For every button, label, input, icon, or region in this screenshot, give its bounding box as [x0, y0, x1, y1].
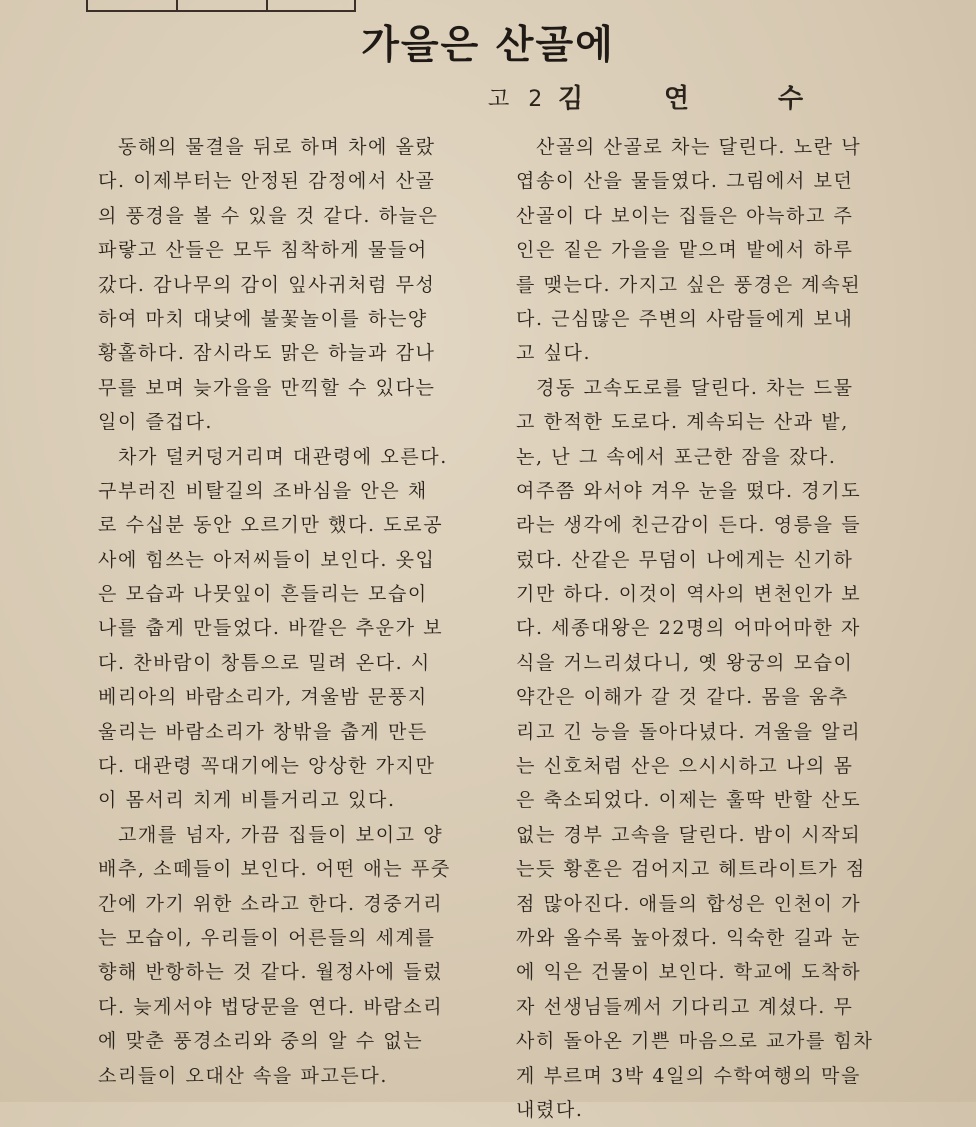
text-line: 소리들이 오대산 속을 파고든다.	[98, 1064, 388, 1087]
text-line: 에 익은 건물이 보인다. 학교에 도착하	[516, 961, 862, 984]
text-line: 리고 긴 능을 돌아다녔다. 겨울을 알리	[516, 720, 862, 743]
text-line: 간에 가기 위한 소라고 한다. 경중거리	[98, 892, 444, 915]
text-line: 이 몸서리 치게 비틀거리고 있다.	[98, 789, 396, 812]
text-line: 향해 반항하는 것 같다. 월정사에 들렀	[98, 961, 444, 984]
text-line: 하여 마치 대낮에 불꽃놀이를 하는양	[98, 307, 428, 330]
byline	[488, 78, 848, 114]
text-line: 는 모습이, 우리들이 어른들의 세계를	[98, 926, 436, 949]
text-line: 무를 보며 늦가을을 만끽할 수 있다는	[98, 376, 436, 399]
text-line: 다. 대관령 꼭대기에는 앙상한 가지만	[98, 755, 436, 778]
text-line: 산골의 산골로 차는 달린다. 노란 낙	[536, 136, 862, 158]
text-line: 약간은 이해가 갈 것 같다. 몸을 움추	[516, 686, 849, 709]
text-line: 다. 세종대왕은 22명의 어마어마한 자	[516, 617, 861, 640]
text-line: 게 부르며 3박 4일의 수학여행의 막을	[516, 1064, 861, 1087]
author-name-char: 연	[664, 84, 690, 114]
right-column	[516, 130, 900, 1127]
text-line: 고 싶다.	[516, 342, 592, 365]
text-line: 로 수십분 동안 오르기만 했다. 도로공	[98, 514, 444, 537]
text-line: 자 선생님들께서 기다리고 계셨다. 무	[516, 995, 854, 1018]
text-line: 일이 즐겁다.	[98, 411, 214, 434]
text-line: 고개를 넘자, 가끔 집들이 보이고 양	[118, 823, 444, 846]
text-line: 다. 늦게서야 법당문을 연다. 바람소리	[98, 995, 444, 1018]
text-line: 파랗고 산들은 모두 침착하게 물들어	[98, 239, 428, 262]
text-line: 사히 돌아온 기쁜 마음으로 교가를 힘차	[516, 1030, 874, 1053]
text-line: 점 많아진다. 애들의 합성은 인천이 가	[516, 892, 862, 915]
text-line: 라는 생각에 친근감이 든다. 영릉을 들	[516, 514, 862, 537]
text-line: 사에 힘쓰는 아저씨들이 보인다. 옷입	[98, 548, 436, 571]
text-line: 엽송이 산을 물들였다. 그림에서 보던	[516, 170, 854, 193]
text-line: 여주쯤 와서야 겨우 눈을 떴다. 경기도	[516, 479, 862, 502]
text-line: 렀다. 산같은 무덤이 나에게는 신기하	[516, 548, 854, 571]
text-line: 의 풍경을 볼 수 있을 것 같다. 하늘은	[98, 204, 439, 227]
text-line: 다. 찬바람이 창틈으로 밀려 온다. 시	[98, 651, 431, 674]
text-line: 기만 하다. 이것이 역사의 변천인가 보	[516, 583, 862, 606]
left-column	[98, 130, 482, 1093]
text-line: 은 축소되었다. 이제는 훌딱 반할 산도	[516, 789, 862, 812]
text-line: 논, 난 그 속에서 포근한 잠을 잤다.	[516, 445, 837, 468]
text-line: 배추, 소떼들이 보인다. 어떤 애는 푸줏	[98, 858, 451, 881]
text-line: 인은 짙은 가을을 맡으며 밭에서 하루	[516, 239, 854, 262]
text-line: 은 모습과 나뭇잎이 흔들리는 모습이	[98, 583, 428, 606]
text-line: 나를 춥게 만들었다. 바깥은 추운가 보	[98, 617, 444, 640]
text-line: 내렸다.	[516, 1098, 584, 1121]
text-line: 에 맞춘 풍경소리와 중의 알 수 없는	[98, 1030, 424, 1053]
text-line: 황홀하다. 잠시라도 맑은 하늘과 감나	[98, 342, 436, 365]
text-line: 구부러진 비탈길의 조바심을 안은 채	[98, 479, 428, 502]
text-line: 갔다. 감나무의 감이 잎사귀처럼 무성	[98, 273, 436, 296]
text-line: 울리는 바람소리가 창밖을 춥게 만든	[98, 720, 428, 743]
text-line: 다. 근심많은 주변의 사람들에게 보내	[516, 307, 854, 330]
text-line: 까와 올수록 높아졌다. 익숙한 길과 눈	[516, 926, 862, 949]
text-line: 식을 거느리셨다니, 옛 왕궁의 모습이	[516, 651, 854, 674]
text-line: 는 신호처럼 산은 으시시하고 나의 몸	[516, 755, 854, 778]
text-line: 차가 덜커덩거리며 대관령에 오른다.	[118, 445, 448, 468]
text-line: 고 한적한 도로다. 계속되는 산과 밭,	[516, 411, 849, 434]
author-grade: 고 2	[488, 87, 549, 112]
text-line: 동해의 물결을 뒤로 하며 차에 올랐	[118, 136, 436, 158]
header-decoration	[86, 0, 356, 14]
text-line: 를 맺는다. 가지고 싶은 풍경은 계속된	[516, 273, 862, 296]
text-line: 산골이 다 보이는 집들은 아늑하고 주	[516, 204, 854, 227]
article-title: 가을은 산골에	[361, 23, 615, 68]
author-name-char: 김	[558, 84, 584, 114]
text-line: 는듯 황혼은 검어지고 헤트라이트가 점	[516, 858, 866, 881]
author-name-char: 수	[778, 84, 804, 114]
text-line: 베리아의 바람소리가, 겨울밤 문풍지	[98, 686, 428, 709]
text-line: 없는 경부 고속을 달린다. 밤이 시작되	[516, 823, 862, 846]
text-line: 경동 고속도로를 달린다. 차는 드물	[536, 376, 854, 399]
text-line: 다. 이제부터는 안정된 감정에서 산골	[98, 170, 436, 193]
